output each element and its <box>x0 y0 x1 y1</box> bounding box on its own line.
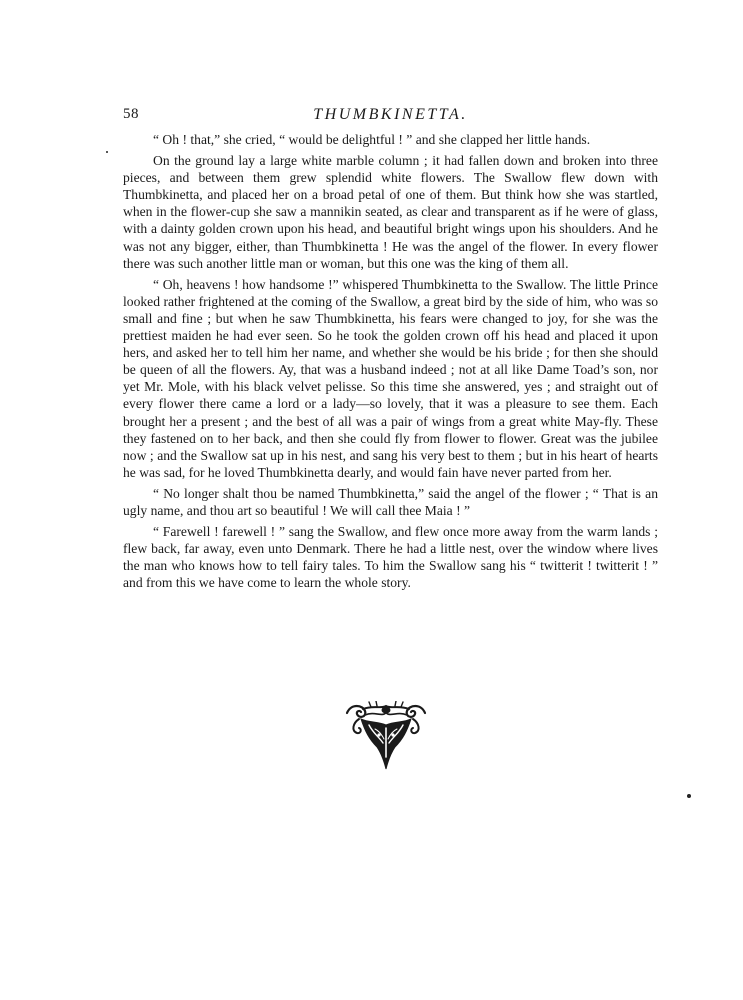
paragraph: “ Farewell ! farewell ! ” sang the Swallow, and flew once more away from the warm lands ; flew back, far away, even unto Denmark. There he had a little nest, over the window where lives the man who knows how to tell fairy tales. To him the Swallow sang his “ twitterit ! twitterit ! ” and from this we have come to learn the whole story. <box>123 524 658 591</box>
page-number: 58 <box>123 106 139 122</box>
paragraph: On the ground lay a large white marble column ; it had fallen down and broken into three pieces, and between them grew splendid white flowers. The Swallow flew down with Thumbkinetta, and placed her on a broad petal of one of them. But think how she was startled, when in the flower-cup she saw a mannikin seated, as clear and transparent as if he were of glass, with a dainty golden crown upon his head, and beautiful bright wings upon his shoulders. And he was not any bigger, either, than Thumbkinetta ! He was the angel of the flower. In every flower there was such another little man or woman, but this one was the king of them all. <box>123 153 658 271</box>
story-text <box>123 131 658 595</box>
paragraph: “ Oh, heavens ! how handsome !” whispered Thumbkinetta to the Swallow. The little Prince looked rather frightened at the coming of the Swallow, a great bird by the side of him, who was so small and fine ; but when he saw Thumbkinetta, his fears were changed to joy, for she was the prettiest maiden he had ever seen. So he took the golden crown off his head and placed it upon hers, and asked her to tell him her name, and whether she would be his bride ; for then she should be queen of all the flowers. Ay, that was a husband indeed ; not at all like Dame Toad’s son, nor yet Mr. Mole, with his black velvet pelisse. So this time she answered, yes ; and straight out of every flower there came a lord or a lady—so lovely, that it was a pleasure to see them. Each brought her a present ; and the best of all was a pair of wings from a great white May-fly. These they fastened on to her back, and then she could fly from flower to flower. Great was the jubilee now ; and the Swallow sat up in his nest, and sang his very best to them ; but in his heart of hearts he was sad, for he loved Thumbkinetta dearly, and would fain have never parted from her. <box>123 276 658 480</box>
page-header <box>123 106 658 128</box>
running-title: THUMBKINETTA. <box>313 106 468 123</box>
ink-speck <box>687 794 691 798</box>
paragraph: “ Oh ! that,” she cried, “ would be delightful ! ” and she clapped her little hands. <box>153 132 591 147</box>
ink-speck <box>106 151 108 153</box>
paragraph: “ No longer shalt thou be named Thumbkinetta,” said the angel of the flower ; “ That is an ugly name, and thou art so beautiful ! We will call thee Maia ! ” <box>123 485 658 518</box>
floral-tailpiece-icon <box>341 701 431 771</box>
